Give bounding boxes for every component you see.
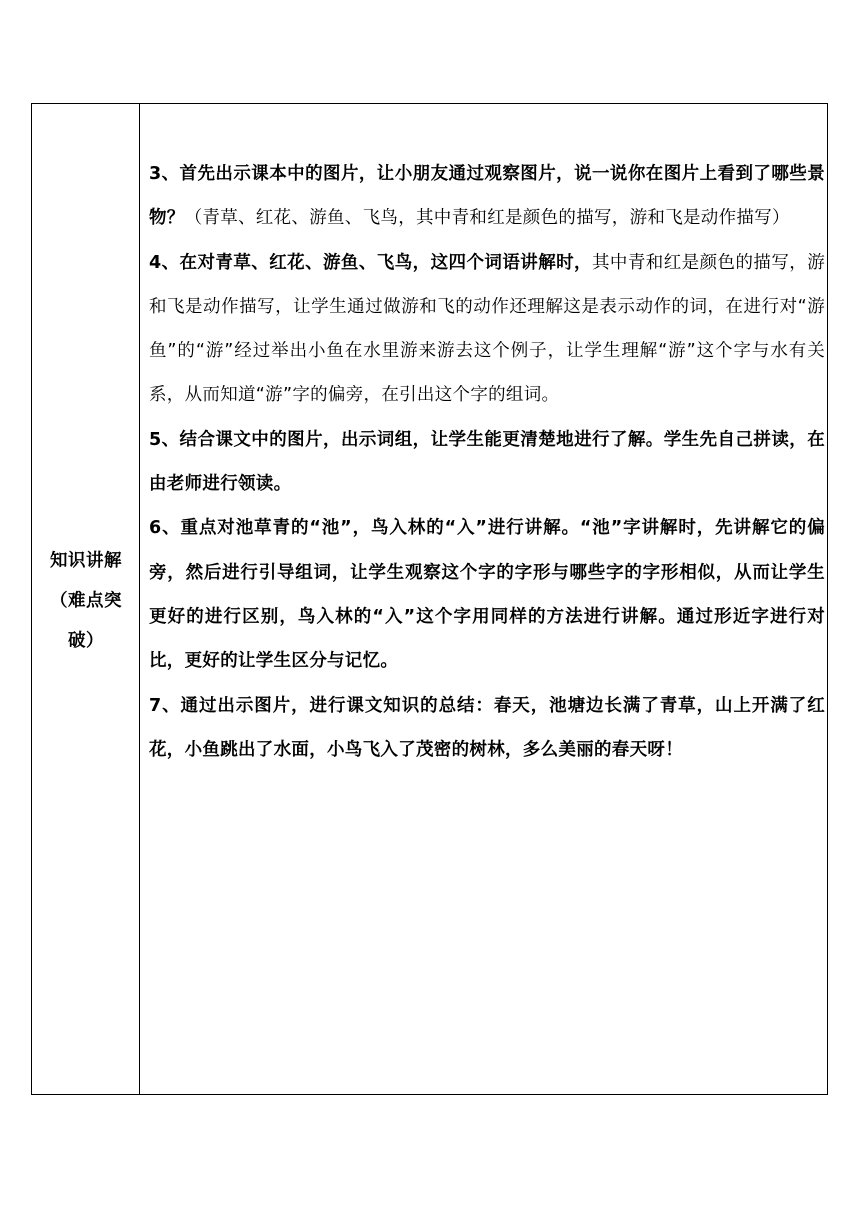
paragraph-step-4: [149, 241, 825, 418]
paragraph-step-3: [149, 152, 825, 241]
section-label-line-3: 破）: [68, 631, 104, 651]
paragraph-step-7-bold: 7、通过出示图片，进行课文知识的总结：春天，池塘边长满了青草，山上开满了红花，小鱼跳出了水面，小鸟飞入了茂密的树林，多么美丽的春天呀！: [149, 695, 825, 760]
paragraph-step-4-bold: 4、在对青草、红花、游鱼、飞鸟，这四个词语讲解时，: [149, 252, 592, 273]
section-label-cell: [32, 104, 140, 1094]
content-cell: [141, 104, 827, 1094]
lesson-table: [31, 103, 828, 1095]
paragraph-step-3-bold: 3、首先出示课本中的图片，让小朋友通过观察图片，说一说你在图片上看到了哪些景物？: [149, 164, 825, 229]
paragraph-step-5-bold: 5、结合课文中的图片，出示词组，让学生能更清楚地进行了解。学生先自己拼读，在由老师进行领读。: [149, 429, 825, 495]
section-label-line-1: 知识讲解: [50, 551, 122, 571]
content-text: [149, 152, 825, 772]
paragraph-step-4-normal: 其中青和红是颜色的描写，游和飞是动作描写，让学生通过做游和飞的动作还理解这是表示动作的词，在进行对“游鱼”的“游”经过举出小鱼在水里游来游去这个例子，让学生理解“游”这个字与水有关系，从而知道“游”字的偏旁，在引出这个字的组词。: [149, 252, 825, 406]
paragraph-step-5: [149, 418, 825, 507]
section-label: [32, 541, 140, 661]
paragraph-step-7: [149, 684, 825, 773]
section-label-line-2: （难点突: [50, 591, 122, 611]
paragraph-step-6: [149, 506, 825, 683]
paragraph-step-6-bold: 6、重点对池草青的“池”，鸟入林的“入”进行讲解。“池”字讲解时，先讲解它的偏旁，然后进行引导组词，让学生观察这个字的字形与哪些字的字形相似，从而让学生更好的进行区别，鸟入林的“入”这个字用同样的方法进行讲解。通过形近字进行对比，更好的让学生区分与记忆。: [149, 518, 825, 672]
paragraph-step-3-normal: （青草、红花、游鱼、飞鸟，其中青和红是颜色的描写，游和飞是动作描写）: [184, 208, 790, 229]
